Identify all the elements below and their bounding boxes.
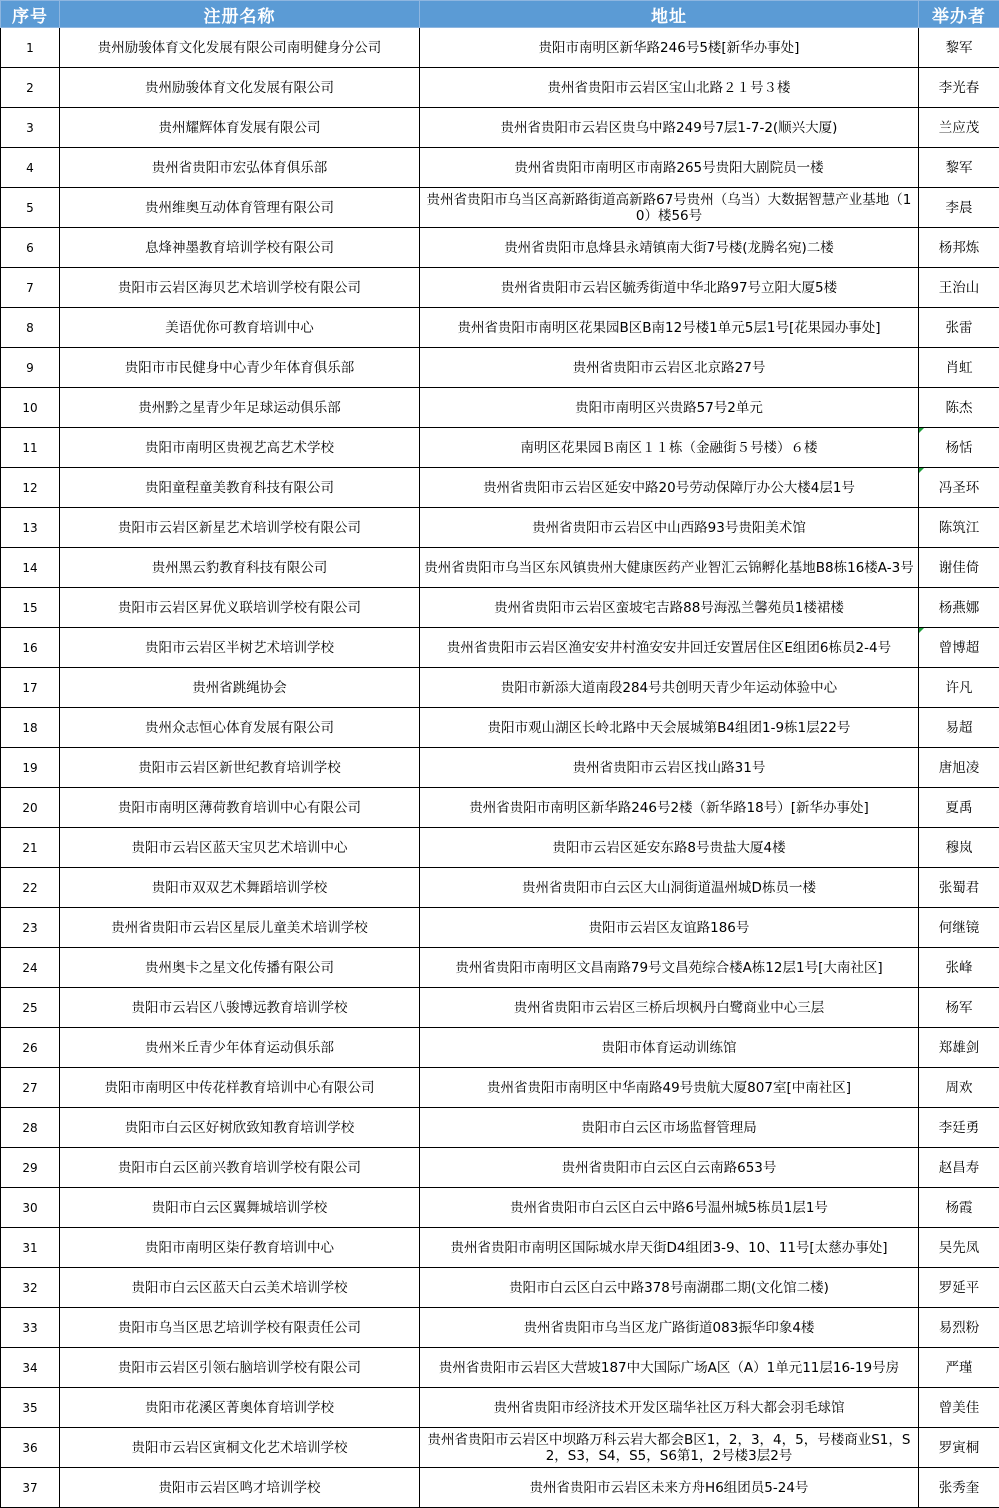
- table-row: [1, 148, 999, 188]
- cell-note-indicator: [919, 428, 924, 433]
- row-number: 13: [1, 508, 60, 548]
- registered-name: 贵阳市云岩区新世纪教育培训学校: [60, 748, 420, 788]
- row-number: 16: [1, 628, 60, 668]
- table-row: [1, 1228, 999, 1268]
- registered-name: 美语优你可教育培训中心: [60, 308, 420, 348]
- registered-name: 贵阳市云岩区新星艺术培训学校有限公司: [60, 508, 420, 548]
- row-number: 10: [1, 388, 60, 428]
- table-row: [1, 1148, 999, 1188]
- registered-name: 贵阳市南明区贵视艺高艺术学校: [60, 428, 420, 468]
- organizer: 赵昌寿: [919, 1148, 999, 1188]
- organizer: 谢佳倚: [919, 548, 999, 588]
- table-row: [1, 388, 999, 428]
- organizer: 罗延平: [919, 1268, 999, 1308]
- address: 贵阳市白云区市场监督管理局: [420, 1108, 919, 1148]
- registered-name: 贵阳市云岩区昇优义联培训学校有限公司: [60, 588, 420, 628]
- row-number: 21: [1, 828, 60, 868]
- registered-name: 贵阳市云岩区引领右脑培训学校有限公司: [60, 1348, 420, 1388]
- organizer: 兰应茂: [919, 108, 999, 148]
- organizer: 夏禹: [919, 788, 999, 828]
- row-number: 2: [1, 68, 60, 108]
- address: 贵州省贵阳市云岩区渔安安井村渔安安井回迁安置居住区E组团6栋员2-4号: [420, 628, 919, 668]
- organizer: 穆岚: [919, 828, 999, 868]
- table-row: [1, 548, 999, 588]
- table-row: [1, 468, 999, 508]
- organizer: 郑雄剑: [919, 1028, 999, 1068]
- address: 贵阳市体育运动训练馆: [420, 1028, 919, 1068]
- table-row: [1, 1028, 999, 1068]
- address: 贵州省贵阳市南明区文昌南路79号文昌苑综合楼A栋12层1号[大南社区]: [420, 948, 919, 988]
- registered-name: 贵阳童程童美教育科技有限公司: [60, 468, 420, 508]
- address: 贵州省贵阳市云岩区三桥后坝枫丹白鹭商业中心三层: [420, 988, 919, 1028]
- registered-name: 贵阳市南明区柒仔教育培训中心: [60, 1228, 420, 1268]
- registered-name: 贵州维奥互动体育管理有限公司: [60, 188, 420, 228]
- organizer: 黎军: [919, 148, 999, 188]
- row-number: 30: [1, 1188, 60, 1228]
- organizer: 吴先凤: [919, 1228, 999, 1268]
- registered-name: 贵阳市花溪区菁奥体育培训学校: [60, 1388, 420, 1428]
- address: 贵州省贵阳市白云区白云南路653号: [420, 1148, 919, 1188]
- address: 贵阳市白云区白云中路378号南湖郡二期(文化馆二楼): [420, 1268, 919, 1308]
- row-number: 4: [1, 148, 60, 188]
- table-row: [1, 68, 999, 108]
- row-number: 36: [1, 1428, 60, 1468]
- address: 南明区花果园Ｂ南区１１栋（金融街５号楼）６楼: [420, 428, 919, 468]
- registered-name: 贵阳市乌当区思艺培训学校有限责任公司: [60, 1308, 420, 1348]
- registered-name: 贵阳市白云区前兴教育培训学校有限公司: [60, 1148, 420, 1188]
- table-row: [1, 1428, 999, 1468]
- organizer: 张蜀君: [919, 868, 999, 908]
- header-address: 地址: [420, 1, 919, 28]
- address: 贵阳市观山湖区长岭北路中天会展城第B4组团1-9栋1层22号: [420, 708, 919, 748]
- header-row: [1, 1, 999, 28]
- organizer: 李光春: [919, 68, 999, 108]
- address: 贵阳市新添大道南段284号共创明天青少年运动体验中心: [420, 668, 919, 708]
- registered-name: 息烽神墨教育培训学校有限公司: [60, 228, 420, 268]
- organizer: 何继镜: [919, 908, 999, 948]
- address: 贵州省贵阳市云岩区未来方舟H6组团员5-24号: [420, 1468, 919, 1508]
- organizer: 曾美佳: [919, 1388, 999, 1428]
- registered-name: 贵州励骏体育文化发展有限公司南明健身分公司: [60, 28, 420, 68]
- organizer: 周欢: [919, 1068, 999, 1108]
- organizer: 张峰: [919, 948, 999, 988]
- organizer: 杨军: [919, 988, 999, 1028]
- row-number: 8: [1, 308, 60, 348]
- registered-name: 贵州省贵阳市云岩区星辰儿童美术培训学校: [60, 908, 420, 948]
- table-row: [1, 228, 999, 268]
- table-row: [1, 788, 999, 828]
- registered-name: 贵阳市市民健身中心青少年体育俱乐部: [60, 348, 420, 388]
- registered-name: 贵阳市白云区翼舞城培训学校: [60, 1188, 420, 1228]
- registered-name: 贵阳市云岩区半树艺术培训学校: [60, 628, 420, 668]
- address: 贵州省贵阳市乌当区东风镇贵州大健康医药产业智汇云锦孵化基地B8栋16楼A-3号: [420, 548, 919, 588]
- organizer: 李廷勇: [919, 1108, 999, 1148]
- header-no: 序号: [1, 1, 60, 28]
- organizer: 易超: [919, 708, 999, 748]
- table-row: [1, 308, 999, 348]
- registered-name: 贵阳市云岩区寅桐文化艺术培训学校: [60, 1428, 420, 1468]
- row-number: 7: [1, 268, 60, 308]
- address: 贵州省贵阳市乌当区龙广路街道083振华印象4楼: [420, 1308, 919, 1348]
- table-row: [1, 1468, 999, 1508]
- address: 贵阳市南明区新华路246号5楼[新华办事处]: [420, 28, 919, 68]
- address: 贵州省贵阳市南明区新华路246号2楼（新华路18号）[新华办事处]: [420, 788, 919, 828]
- row-number: 32: [1, 1268, 60, 1308]
- row-number: 20: [1, 788, 60, 828]
- address: 贵州省贵阳市息烽县永靖镇南大街7号楼(龙腾名宛)二楼: [420, 228, 919, 268]
- row-number: 9: [1, 348, 60, 388]
- table-row: [1, 1348, 999, 1388]
- row-number: 35: [1, 1388, 60, 1428]
- organizer: 曾博超: [919, 628, 999, 668]
- table-row: [1, 348, 999, 388]
- address: 贵州省贵阳市云岩区蛮坡宅吉路88号海泓兰馨苑员1楼裙楼: [420, 588, 919, 628]
- address: 贵阳市南明区兴贵路57号2单元: [420, 388, 919, 428]
- row-number: 12: [1, 468, 60, 508]
- registered-name: 贵阳市南明区中传花样教育培训中心有限公司: [60, 1068, 420, 1108]
- registered-name: 贵阳市双双艺术舞蹈培训学校: [60, 868, 420, 908]
- row-number: 14: [1, 548, 60, 588]
- organizer: 张雷: [919, 308, 999, 348]
- registered-name: 贵阳市白云区蓝天白云美术培训学校: [60, 1268, 420, 1308]
- row-number: 25: [1, 988, 60, 1028]
- registered-name: 贵阳市南明区薄荷教育培训中心有限公司: [60, 788, 420, 828]
- header-organizer: 举办者: [919, 1, 999, 28]
- row-number: 31: [1, 1228, 60, 1268]
- table-row: [1, 1188, 999, 1228]
- row-number: 11: [1, 428, 60, 468]
- table-row: [1, 1308, 999, 1348]
- address: 贵州省贵阳市乌当区高新路街道高新路67号贵州（乌当）大数据智慧产业基地（10）楼56号: [420, 188, 919, 228]
- table-row: [1, 988, 999, 1028]
- row-number: 28: [1, 1108, 60, 1148]
- registered-name: 贵州省跳绳协会: [60, 668, 420, 708]
- address: 贵州省贵阳市云岩区毓秀街道中华北路97号立阳大厦5楼: [420, 268, 919, 308]
- address: 贵州省贵阳市云岩区中坝路万科云岩大都会B区1，2，3，4，5，号楼商业S1，S2，S3，S4，S5，S6第1，2号楼3层2号: [420, 1428, 919, 1468]
- row-number: 24: [1, 948, 60, 988]
- table-row: [1, 508, 999, 548]
- table-row: [1, 948, 999, 988]
- organizer: 王治山: [919, 268, 999, 308]
- row-number: 5: [1, 188, 60, 228]
- table-body: [1, 28, 999, 1508]
- organizer: 严瑾: [919, 1348, 999, 1388]
- registered-name: 贵州省贵阳市宏弘体育俱乐部: [60, 148, 420, 188]
- address: 贵州省贵阳市南明区国际城水岸天街D4组团3-9、10、11号[太慈办事处]: [420, 1228, 919, 1268]
- table-row: [1, 748, 999, 788]
- row-number: 18: [1, 708, 60, 748]
- registered-name: 贵阳市云岩区八骏博远教育培训学校: [60, 988, 420, 1028]
- organizer: 杨燕娜: [919, 588, 999, 628]
- address: 贵州省贵阳市南明区花果园B区B南12号楼1单元5层1号[花果园办事处]: [420, 308, 919, 348]
- table-row: [1, 708, 999, 748]
- organizer: 易烈粉: [919, 1308, 999, 1348]
- organizer: 杨恬: [919, 428, 999, 468]
- table-row: [1, 668, 999, 708]
- registered-name: 贵阳市白云区好树欣致知教育培训学校: [60, 1108, 420, 1148]
- row-number: 19: [1, 748, 60, 788]
- table-row: [1, 1388, 999, 1428]
- row-number: 17: [1, 668, 60, 708]
- row-number: 33: [1, 1308, 60, 1348]
- organizer: 张秀奎: [919, 1468, 999, 1508]
- row-number: 22: [1, 868, 60, 908]
- row-number: 27: [1, 1068, 60, 1108]
- table-row: [1, 28, 999, 68]
- registered-name: 贵州励骏体育文化发展有限公司: [60, 68, 420, 108]
- table-row: [1, 628, 999, 668]
- organizer: 陈杰: [919, 388, 999, 428]
- table-row: [1, 828, 999, 868]
- address: 贵州省贵阳市云岩区找山路31号: [420, 748, 919, 788]
- registered-name: 贵阳市云岩区鸣才培训学校: [60, 1468, 420, 1508]
- address: 贵州省贵阳市云岩区北京路27号: [420, 348, 919, 388]
- registered-name: 贵州黔之星青少年足球运动俱乐部: [60, 388, 420, 428]
- table-row: [1, 1268, 999, 1308]
- cell-note-indicator: [919, 628, 924, 633]
- table-row: [1, 428, 999, 468]
- organizer: 唐旭凌: [919, 748, 999, 788]
- registered-name: 贵阳市云岩区海贝艺术培训学校有限公司: [60, 268, 420, 308]
- organizer: 许凡: [919, 668, 999, 708]
- organizer: 李晨: [919, 188, 999, 228]
- cell-note-indicator: [919, 468, 924, 473]
- table-row: [1, 1108, 999, 1148]
- organizer: 冯圣环: [919, 468, 999, 508]
- address: 贵州省贵阳市云岩区中山西路93号贵阳美术馆: [420, 508, 919, 548]
- organizer: 杨邦炼: [919, 228, 999, 268]
- address: 贵州省贵阳市白云区白云中路6号温州城5栋员1层1号: [420, 1188, 919, 1228]
- table-row: [1, 188, 999, 228]
- organizer: 杨霞: [919, 1188, 999, 1228]
- address: 贵州省贵阳市南明区中华南路49号贵航大厦807室[中南社区]: [420, 1068, 919, 1108]
- organizer: 罗寅桐: [919, 1428, 999, 1468]
- address: 贵州省贵阳市云岩区宝山北路２１号３楼: [420, 68, 919, 108]
- address: 贵阳市云岩区延安东路8号贵盐大厦4楼: [420, 828, 919, 868]
- address: 贵州省贵阳市云岩区延安中路20号劳动保障厅办公大楼4层1号: [420, 468, 919, 508]
- registered-name: 贵州米丘青少年体育运动俱乐部: [60, 1028, 420, 1068]
- registered-name: 贵州黑云豹教育科技有限公司: [60, 548, 420, 588]
- header-name: 注册名称: [60, 1, 420, 28]
- row-number: 6: [1, 228, 60, 268]
- row-number: 37: [1, 1468, 60, 1508]
- registered-name: 贵州耀辉体育发展有限公司: [60, 108, 420, 148]
- registered-name: 贵州众志恒心体育发展有限公司: [60, 708, 420, 748]
- table-row: [1, 868, 999, 908]
- organizer: 肖虹: [919, 348, 999, 388]
- row-number: 26: [1, 1028, 60, 1068]
- address: 贵州省贵阳市白云区大山洞街道温州城D栋员一楼: [420, 868, 919, 908]
- organizer: 陈筑江: [919, 508, 999, 548]
- table-row: [1, 588, 999, 628]
- address: 贵州省贵阳市云岩区贵乌中路249号7层1-7-2(顺兴大厦): [420, 108, 919, 148]
- address: 贵州省贵阳市经济技术开发区瑞华社区万科大都会羽毛球馆: [420, 1388, 919, 1428]
- row-number: 1: [1, 28, 60, 68]
- address: 贵州省贵阳市南明区市南路265号贵阳大剧院员一楼: [420, 148, 919, 188]
- address: 贵州省贵阳市云岩区大营坡187中大国际广场A区（A）1单元11层16-19号房: [420, 1348, 919, 1388]
- row-number: 15: [1, 588, 60, 628]
- registered-name: 贵州奥卡之星文化传播有限公司: [60, 948, 420, 988]
- row-number: 3: [1, 108, 60, 148]
- table-row: [1, 1068, 999, 1108]
- organizer: 黎军: [919, 28, 999, 68]
- address: 贵阳市云岩区友谊路186号: [420, 908, 919, 948]
- registered-name: 贵阳市云岩区蓝天宝贝艺术培训中心: [60, 828, 420, 868]
- table-row: [1, 908, 999, 948]
- row-number: 29: [1, 1148, 60, 1188]
- table-row: [1, 108, 999, 148]
- row-number: 34: [1, 1348, 60, 1388]
- table-row: [1, 268, 999, 308]
- row-number: 23: [1, 908, 60, 948]
